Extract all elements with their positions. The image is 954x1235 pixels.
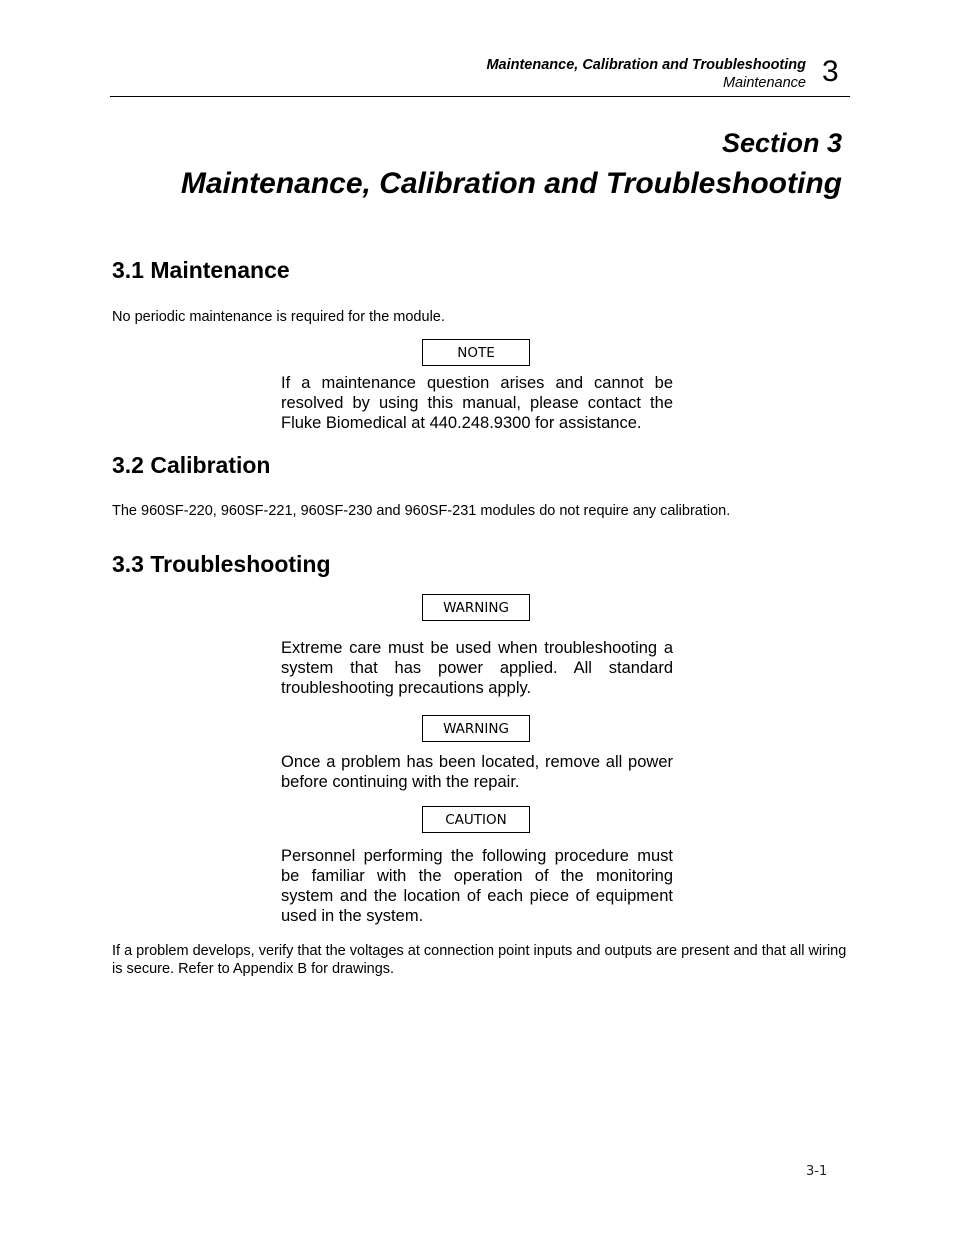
section-label: Section 3 [721, 128, 842, 158]
chapter-number: 3 [822, 55, 839, 88]
note-text: If a maintenance question arises and cannot be resolved by using this manual, please contact the Fluke Biomedical at 440.248.9300 for assistance. [281, 374, 673, 432]
maintenance-heading: 3.1 Maintenance [112, 257, 290, 283]
maintenance-body: No periodic maintenance is required for the module. [112, 309, 445, 325]
running-header-title: Maintenance, Calibration and Troubleshooting [486, 57, 806, 73]
caution-label-box: CAUTION [422, 806, 530, 833]
warning-label-box: WARNING [422, 715, 530, 742]
page-number: 3-1 [806, 1164, 828, 1179]
section-title: Maintenance, Calibration and Troubleshooting [180, 167, 842, 200]
note-label-box: NOTE [422, 339, 530, 366]
caution-text: Personnel performing the following procedure must be familiar with the operation of the monitoring system and the location of each piece of equipment used in the system. [281, 847, 673, 925]
troubleshooting-heading: 3.3 Troubleshooting [112, 551, 331, 577]
warning-text: Once a problem has been located, remove all power before continuing with the repair. [281, 753, 673, 791]
running-header-subsection: Maintenance [722, 75, 806, 91]
troubleshooting-body: If a problem develops, verify that the voltages at connection point inputs and outputs are present and that all wiring is secure. Refer to Appendix B for drawings. [112, 943, 847, 977]
calibration-body: The 960SF-220, 960SF-221, 960SF-230 and 960SF-231 modules do not require any calibration. [112, 503, 731, 519]
warning-label-box: WARNING [422, 594, 530, 621]
header-rule [110, 96, 850, 97]
calibration-heading: 3.2 Calibration [112, 452, 271, 478]
warning-text: Extreme care must be used when troubleshooting a system that has power applied. All standard troubleshooting precautions apply. [281, 639, 673, 697]
